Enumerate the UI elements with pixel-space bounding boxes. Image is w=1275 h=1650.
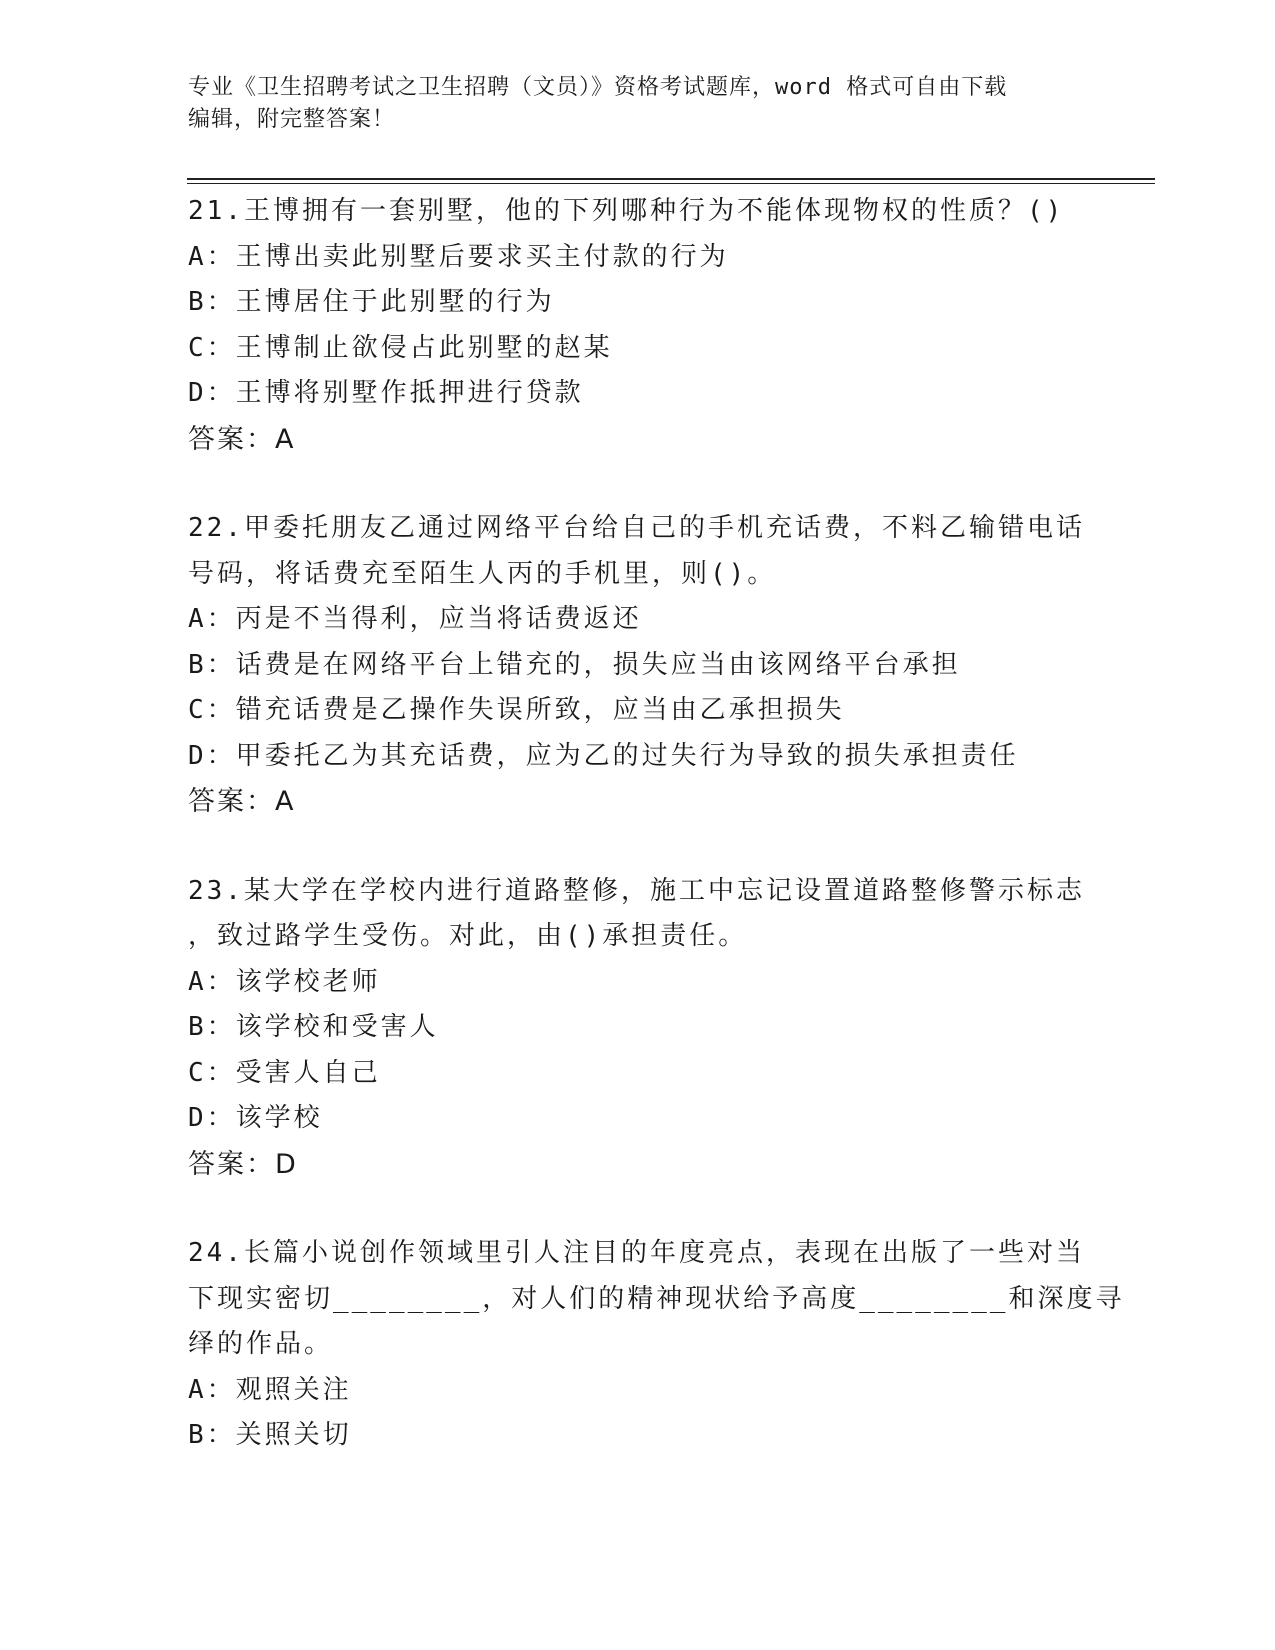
- option-c: C：受害人自己: [188, 1057, 381, 1088]
- answer-label: 答案：D: [188, 1148, 298, 1180]
- question-stem: 24.长篇小说创作领域里引人注目的年度亮点，表现在出版了一些对当: [188, 1238, 1085, 1268]
- answer-label: 答案：A: [188, 423, 296, 455]
- option-b: B：该学校和受害人: [188, 1012, 439, 1042]
- header-line-1: 专业《卫生招聘考试之卫生招聘（文员）》资格考试题库，word 格式可自由下载: [188, 75, 1008, 100]
- question-stem: 号码，将话费充至陌生人丙的手机里，则()。: [188, 558, 777, 589]
- option-a: A：王博出卖此别墅后要求买主付款的行为: [188, 241, 729, 272]
- header-line-2: 编辑，附完整答案！: [188, 107, 396, 132]
- header-divider-thick: [187, 178, 1155, 180]
- option-c: C：错充话费是乙操作失误所致，应当由乙承担损失: [188, 695, 845, 725]
- option-d: D：该学校: [188, 1103, 323, 1133]
- question-stem: 21.王博拥有一套别墅，他的下列哪种行为不能体现物权的性质？(): [188, 196, 1065, 226]
- document-header: [188, 72, 1088, 136]
- question-stem: 22.甲委托朋友乙通过网络平台给自己的手机充话费，不料乙输错电话: [188, 513, 1085, 543]
- option-b: B：关照关切: [188, 1420, 352, 1450]
- question-stem: 下现实密切________，对人们的精神现状给予高度________和深度寻: [188, 1283, 1125, 1314]
- question-24: [188, 1231, 1125, 1459]
- question-21: [188, 189, 1088, 462]
- option-b: B：王博居住于此别墅的行为: [188, 287, 555, 317]
- option-a: A：丙是不当得利，应当将话费返还: [188, 604, 642, 634]
- question-stem: 23.某大学在学校内进行道路整修，施工中忘记设置道路整修警示标志: [188, 875, 1085, 906]
- header-divider-thin: [187, 183, 1155, 184]
- option-d: D：甲委托乙为其充话费，应为乙的过失行为导致的损失承担责任: [188, 740, 1019, 771]
- option-d: D：王博将别墅作抵押进行贷款: [188, 378, 584, 408]
- option-a: A：观照关注: [188, 1374, 352, 1405]
- option-b: B：话费是在网络平台上错充的，损失应当由该网络平台承担: [188, 649, 961, 680]
- question-stem: 绎的作品。: [188, 1329, 334, 1359]
- option-a: A：该学校老师: [188, 966, 381, 997]
- answer-label: 答案：A: [188, 786, 296, 817]
- question-23: [188, 869, 1088, 1188]
- question-list: [188, 189, 1125, 1503]
- question-stem: ，致过路学生受伤。对此，由()承担责任。: [188, 921, 748, 951]
- option-c: C：王博制止欲侵占此别墅的赵某: [188, 332, 613, 363]
- question-22: [188, 506, 1088, 825]
